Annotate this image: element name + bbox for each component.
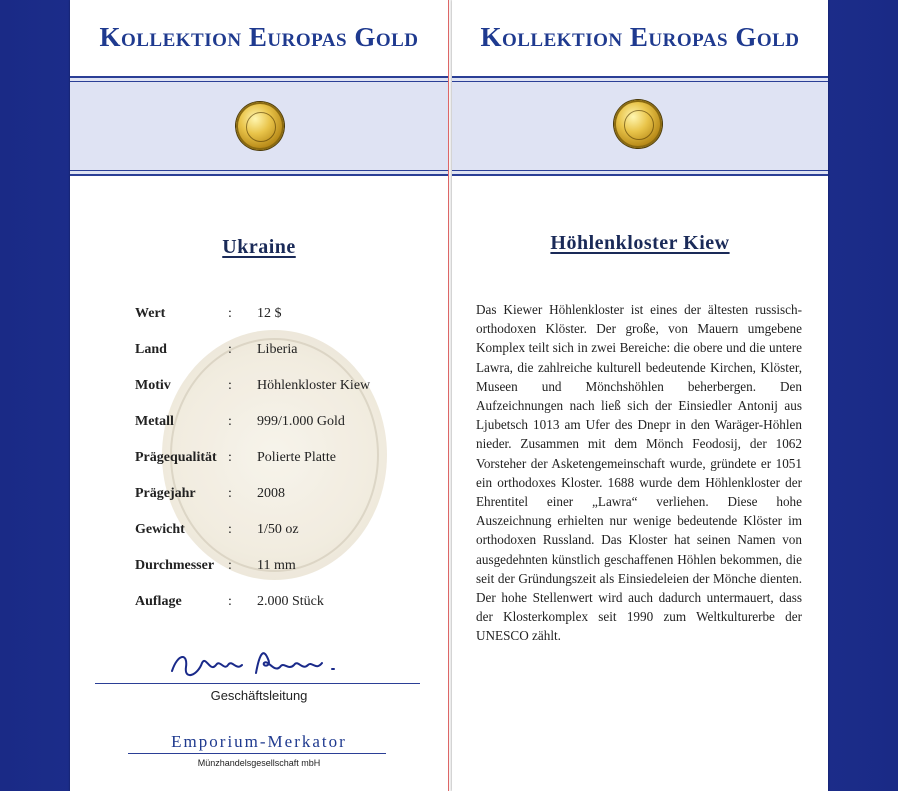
spec-colon: : (228, 414, 232, 429)
certificate-right-panel (452, 0, 828, 791)
spec-label: Land (135, 342, 167, 357)
spec-row (135, 558, 435, 582)
spec-label: Wert (135, 306, 166, 321)
spec-row (135, 450, 435, 474)
coin-emblem (624, 110, 654, 140)
spec-row (135, 486, 435, 510)
spec-row (135, 594, 435, 618)
signature-label: Geschäftsleitung (210, 688, 308, 703)
description-paragraph: Das Kiewer Höhlenkloster ist eines der ältesten russisch-orthodoxen Klöster. Der große, von Mauern umgebene Komplex teilt sich in zwei Bereiche: die obere und die untere Lawra, die zahlreiche kulturell bedeutende Kirchen, Klöster, Museen und Mönchshöhlen beherbergen. Den Aufzeichnungen nach ließ sich der Einsiedler Antonij aus Ljubetsch 1013 am Ufer des Dnepr in den Waräger-Höhlen nieder. Zusammen mit dem Mönch Feodosij, der 1062 Vorsteher der Asketengemeinschaft wurde, gründete er 1051 ein orthodoxes Kloster. 1688 wurde dem Höhlenkloster der Ehrentitel einer „Lawra“ verliehen. Diese hohe Auszeichnung erhielten nur wenige bedeutende Klöster im orthodoxen Russland. Das Kloster hat seinen Namen von ausgedehnten künstlich geschaffenen Höhlen bekommen, die seit der Gründungszeit als Einsiedeleien der Mönche dienten. Der hohe Stellenwert wird auch dadurch untermauert, dass der Klosterkomplex seit 1990 zum Weltkulturerbe der UNESCO zählt. (476, 302, 802, 644)
handwritten-signature (164, 645, 364, 681)
spec-row (135, 378, 435, 402)
brand-title: Kollektion Europas Gold (480, 22, 800, 52)
spec-colon: : (228, 378, 232, 393)
spec-label: Auflage (135, 594, 182, 609)
spec-label: Motiv (135, 378, 171, 393)
signature-line (95, 683, 420, 684)
spec-colon: : (228, 522, 232, 537)
spec-value: Liberia (257, 342, 298, 357)
coin-motif (246, 112, 276, 142)
spec-colon: : (228, 558, 232, 573)
company-divider (128, 753, 386, 754)
description-text (476, 300, 802, 646)
spec-label: Metall (135, 414, 174, 429)
spec-label: Prägequalität (135, 450, 217, 465)
spec-label: Gewicht (135, 522, 185, 537)
spec-label: Durchmesser (135, 558, 215, 573)
certificate-left-panel (70, 0, 448, 791)
spec-value: 2.000 Stück (257, 594, 324, 609)
spec-value: Höhlenkloster Kiew (257, 378, 371, 393)
spec-colon: : (228, 450, 232, 465)
company-subtitle: Münzhandelsgesellschaft mbH (197, 758, 321, 768)
spec-value: 12 $ (257, 306, 282, 321)
spec-colon: : (228, 594, 232, 609)
spec-colon: : (228, 306, 232, 321)
spec-value: Polierte Platte (257, 450, 336, 465)
brand-title: Kollektion Europas Gold (99, 22, 419, 52)
coin-reverse-image (236, 102, 284, 150)
spec-value: 999/1.000 Gold (257, 414, 345, 429)
spec-value: 2008 (257, 486, 285, 501)
spec-row (135, 522, 435, 546)
spec-row (135, 414, 435, 438)
spec-colon: : (228, 486, 232, 501)
company-name: Emporium-Merkator (171, 732, 347, 751)
spec-row (135, 342, 435, 366)
motif-title: Höhlenkloster Kiew (550, 232, 730, 254)
spec-value: 11 mm (257, 558, 296, 573)
spec-label: Prägejahr (135, 486, 196, 501)
spec-row (135, 306, 435, 330)
spec-colon: : (228, 342, 232, 357)
spec-value: 1/50 oz (257, 522, 299, 537)
coin-obverse-image (614, 100, 662, 148)
country-title: Ukraine (222, 236, 296, 258)
